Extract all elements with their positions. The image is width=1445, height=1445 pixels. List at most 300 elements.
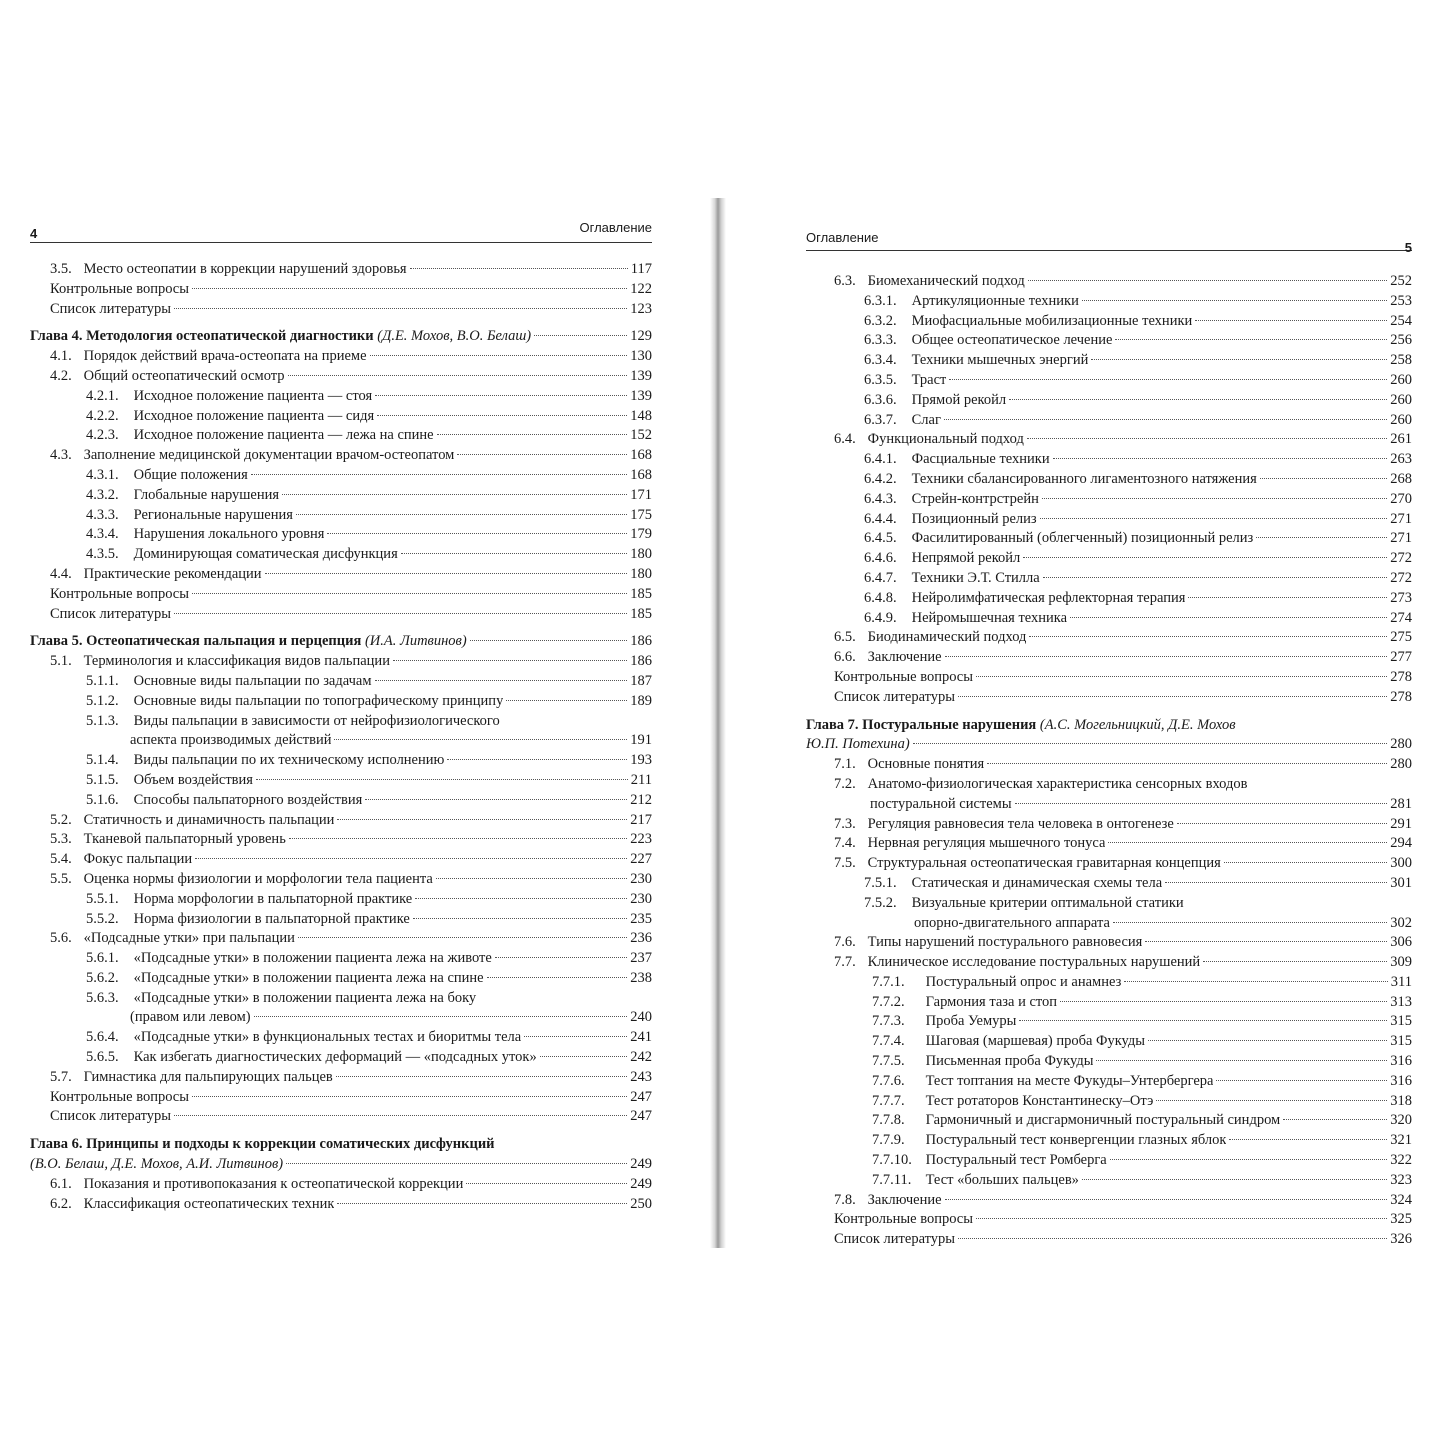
section-title: Исходное положение пациента — сидя — [133, 407, 375, 424]
dot-leader — [949, 379, 1387, 380]
toc-entry — [806, 755, 1412, 775]
page-ref: 260 — [1390, 411, 1412, 428]
section-title: Типы нарушений постурального равновесия — [867, 934, 1143, 951]
entry-title — [50, 280, 189, 300]
chapter-authors: Ю.П. Потехина) — [806, 736, 910, 753]
toc-entry — [30, 486, 652, 506]
section-number: 6.4.8. — [864, 589, 897, 606]
page-ref: 242 — [630, 1049, 652, 1066]
toc-entry — [30, 1068, 652, 1088]
entry-title — [872, 1072, 1213, 1092]
toc-entry — [806, 1210, 1412, 1230]
section-number: 7.7.7. — [872, 1092, 905, 1109]
section-title: «Подсадные утки» в функциональных тестах и биоритмы тела — [133, 1029, 522, 1046]
toc-entry — [30, 929, 652, 949]
entry-title — [864, 569, 1040, 589]
toc-entry — [806, 312, 1412, 332]
entry-title — [86, 387, 372, 407]
page-ref: 250 — [630, 1195, 652, 1212]
section-title: Регуляция равновесия тела человека в онтогенезе — [867, 815, 1174, 832]
section-number: 7.1. — [834, 756, 856, 773]
section-title: постуральной системы — [870, 795, 1012, 812]
section-title: Исходное положение пациента — лежа на спине — [133, 427, 434, 444]
section-title: Визуальные критерии оптимальной статики — [911, 894, 1184, 911]
page-ref: 322 — [1390, 1152, 1412, 1169]
dot-leader — [410, 268, 628, 269]
section-title: Порядок действий врача-остеопата на приеме — [83, 348, 367, 365]
section-title: Исходное положение пациента — стоя — [133, 387, 373, 404]
entry-title — [86, 949, 492, 969]
section-title: Нейролимфатическая рефлекторная терапия — [911, 589, 1186, 606]
dot-leader — [457, 454, 627, 455]
page-ref: 240 — [630, 1009, 652, 1026]
toc-entry — [806, 993, 1412, 1013]
page-ref: 252 — [1390, 273, 1412, 289]
toc-entry — [30, 446, 652, 466]
entry-title — [50, 870, 433, 890]
page-ref: 123 — [630, 300, 652, 317]
dot-leader — [1040, 518, 1388, 519]
dot-leader — [1029, 636, 1387, 637]
entry-title — [50, 565, 262, 585]
toc-entry — [30, 731, 652, 751]
dot-leader — [958, 696, 1387, 697]
section-number: 5.6.5. — [86, 1049, 119, 1066]
entry-title — [872, 1171, 1079, 1191]
page-ref: 237 — [630, 950, 652, 967]
toc-entry — [806, 1072, 1412, 1092]
entry-title — [834, 775, 1412, 795]
entry-title — [86, 525, 324, 545]
section-title: Терминология и классификация видов пальпации — [83, 653, 390, 670]
section-title: Контрольные вопросы — [834, 668, 973, 685]
page-ref: 227 — [630, 851, 652, 868]
section-number: 6.1. — [50, 1175, 72, 1192]
section-number: 7.7. — [834, 954, 856, 971]
page-ref: 274 — [1390, 609, 1412, 626]
section-title: Гимнастика для пальпирующих пальцев — [83, 1068, 333, 1085]
entry-title — [872, 1052, 1093, 1072]
section-number: 5.7. — [50, 1068, 72, 1085]
dot-leader — [1027, 438, 1387, 439]
section-title: Заключение — [867, 649, 942, 666]
section-title: «Подсадные утки» в положении пациента лежа на боку — [133, 989, 477, 1006]
section-title: «Подсадные утки» в положении пациента лежа на спине — [133, 969, 484, 986]
toc-entry — [30, 1048, 652, 1068]
entry-title — [86, 407, 374, 427]
section-number: 4.3.4. — [86, 526, 119, 543]
toc-entry — [30, 652, 652, 672]
toc-entry — [30, 870, 652, 890]
section-title: Постуральный тест Ромберга — [925, 1152, 1107, 1169]
page-ref: 186 — [630, 633, 652, 650]
dot-leader — [1070, 617, 1387, 618]
toc-entry — [30, 1028, 652, 1048]
dot-leader — [1043, 577, 1388, 578]
toc-entry — [30, 949, 652, 969]
dot-leader — [534, 335, 627, 336]
toc-entry — [806, 795, 1412, 815]
dot-leader — [1216, 1080, 1387, 1081]
entry-title — [50, 585, 189, 605]
page-ref: 171 — [630, 486, 652, 503]
section-title: Показания и противопоказания к остеопатической коррекции — [83, 1175, 464, 1192]
dot-leader — [375, 395, 627, 396]
section-title: Основные виды пальпации по топографическому принципу — [133, 692, 504, 709]
toc-entry — [806, 1230, 1412, 1250]
section-number: 6.4.7. — [864, 569, 897, 586]
dot-leader — [976, 1218, 1387, 1219]
dot-leader — [370, 355, 628, 356]
entry-title — [834, 815, 1174, 835]
toc-entry — [30, 426, 652, 446]
page-ref: 278 — [1390, 688, 1412, 705]
page-ref: 294 — [1390, 835, 1412, 852]
entry-title — [86, 791, 362, 811]
dot-leader — [1028, 280, 1388, 281]
chapter-title: Глава 7. Постуральные нарушения — [806, 716, 1037, 733]
toc-entry — [30, 1107, 652, 1127]
toc-entry — [30, 545, 652, 565]
toc-entry — [806, 1151, 1412, 1171]
section-title: Тест топтания на месте Фукуды–Унтербергера — [925, 1072, 1214, 1089]
dot-leader — [437, 434, 628, 435]
section-title: Гармония таза и стоп — [925, 993, 1058, 1010]
section-title: Тканевой пальпаторный уровень — [83, 831, 286, 848]
dot-leader — [987, 763, 1387, 764]
toc-entry — [806, 815, 1412, 835]
chapter-authors: (Д.Е. Мохов, В.О. Белаш) — [377, 328, 532, 345]
section-title: Контрольные вопросы — [50, 585, 189, 602]
page-ref: 187 — [630, 672, 652, 689]
section-number: 5.3. — [50, 831, 72, 848]
toc-entry — [30, 300, 652, 320]
entry-title — [872, 1012, 1016, 1032]
section-title: Список литературы — [50, 300, 172, 317]
dot-leader — [298, 937, 627, 938]
entry-title — [864, 351, 1088, 371]
page-ref: 260 — [1390, 391, 1412, 408]
section-title: Нарушения локального уровня — [133, 526, 325, 543]
toc-entry — [806, 933, 1412, 953]
dot-leader — [282, 494, 627, 495]
toc-entry — [30, 367, 652, 387]
page-ref: 325 — [1390, 1211, 1412, 1228]
dot-leader — [336, 1076, 627, 1077]
page-ref: 189 — [630, 692, 652, 709]
entry-title — [50, 367, 285, 387]
section-title: Траст — [911, 371, 947, 388]
section-number: 5.1.3. — [86, 712, 119, 729]
section-title: Проба Уемуры — [925, 1013, 1017, 1030]
toc-entry — [806, 775, 1412, 795]
section-number: 6.4.4. — [864, 510, 897, 527]
section-number: 4.3. — [50, 447, 72, 464]
entry-title — [864, 894, 1412, 914]
dot-leader — [265, 573, 628, 574]
page-ref: 261 — [1390, 431, 1412, 448]
section-number: 7.7.8. — [872, 1112, 905, 1129]
entry-title — [50, 300, 171, 320]
section-number: 4.2.3. — [86, 427, 119, 444]
page-ref: 321 — [1390, 1132, 1412, 1149]
entry-title — [86, 692, 503, 712]
section-title: Способы пальпаторного воздействия — [133, 791, 363, 808]
chapter-entry — [30, 1155, 652, 1175]
section-number: 4.2. — [50, 367, 72, 384]
page-ref: 315 — [1390, 1013, 1412, 1030]
section-title: Глобальные нарушения — [133, 486, 280, 503]
section-title: Оценка нормы физиологии и морфологии тела пациента — [83, 870, 433, 887]
dot-leader — [337, 1203, 627, 1204]
entry-title — [834, 628, 1026, 648]
dot-leader — [470, 640, 628, 641]
entry-title — [872, 1111, 1280, 1131]
entry-title — [86, 989, 652, 1009]
page-ref: 247 — [630, 1088, 652, 1105]
page-ref: 253 — [1390, 292, 1412, 309]
page-ref: 300 — [1390, 855, 1412, 872]
page-ref: 186 — [630, 653, 652, 670]
dot-leader — [334, 739, 627, 740]
page-ref: 258 — [1390, 352, 1412, 369]
dot-leader — [377, 415, 627, 416]
page-ref: 249 — [630, 1156, 652, 1173]
entry-title — [50, 605, 171, 625]
page-ref: 324 — [1390, 1191, 1412, 1208]
section-number: 4.2.2. — [86, 407, 119, 424]
page-ref: 277 — [1390, 649, 1412, 666]
entry-title — [834, 272, 1025, 292]
entry-title — [864, 510, 1037, 530]
page-ref: 316 — [1390, 1072, 1412, 1089]
section-title: Норма морфологии в пальпаторной практике — [133, 890, 413, 907]
entry-title — [872, 973, 1121, 993]
page-ref: 235 — [630, 910, 652, 927]
section-number: 7.8. — [834, 1191, 856, 1208]
running-title: Оглавление — [806, 230, 879, 245]
entry-title — [86, 712, 652, 732]
toc-entry — [806, 874, 1412, 894]
section-title: Гармоничный и дисгармоничный постуральный синдром — [925, 1112, 1281, 1129]
toc-entry — [806, 1131, 1412, 1151]
section-number: 3.5. — [50, 261, 72, 277]
section-title: Структуральная остеопатическая гравитарная концепция — [867, 855, 1221, 872]
toc-entry — [30, 506, 652, 526]
entry-title — [864, 490, 1039, 510]
section-title: Позиционный релиз — [911, 510, 1037, 527]
toc-entry — [30, 1175, 652, 1195]
page-ref: 323 — [1390, 1171, 1412, 1188]
entry-title — [834, 933, 1142, 953]
section-number: 4.2.1. — [86, 387, 119, 404]
chapter-title: Глава 5. Остеопатическая пальпация и перцепция — [30, 633, 362, 650]
toc-entry — [806, 470, 1412, 490]
toc-entry — [806, 569, 1412, 589]
entry-title — [86, 466, 248, 486]
toc-list — [806, 272, 1412, 1250]
dot-leader — [976, 676, 1387, 677]
section-title: опорно-двигательного аппарата — [914, 914, 1110, 931]
page-ref: 122 — [630, 280, 652, 297]
toc-entry — [806, 609, 1412, 629]
entry-title — [86, 1048, 537, 1068]
page-ref: 316 — [1390, 1053, 1412, 1070]
toc-entry — [806, 510, 1412, 530]
page-ref: 268 — [1390, 470, 1412, 487]
section-title: Основные виды пальпации по задачам — [133, 672, 372, 689]
page-ref: 139 — [630, 367, 652, 384]
entry-title — [86, 506, 293, 526]
entry-title — [834, 834, 1105, 854]
page-ref: 129 — [630, 328, 652, 345]
toc-entry — [806, 351, 1412, 371]
section-title: Список литературы — [834, 1231, 956, 1248]
section-title: Виды пальпации по их техническому исполнению — [133, 752, 445, 769]
section-number: 7.7.3. — [872, 1013, 905, 1030]
entry-title — [86, 1028, 521, 1048]
entry-title — [50, 1068, 333, 1088]
entry-title — [864, 470, 1257, 490]
page-ref: 217 — [630, 811, 652, 828]
entry-title — [864, 529, 1253, 549]
section-number: 6.4. — [834, 431, 856, 448]
section-title: Непрямой рекойл — [911, 550, 1021, 567]
dot-leader — [913, 743, 1388, 744]
dot-leader — [365, 799, 627, 800]
toc-entry — [806, 1052, 1412, 1072]
entry-title — [806, 716, 1412, 736]
page-ref: 313 — [1390, 993, 1412, 1010]
section-number: 6.3.3. — [864, 332, 897, 349]
page-ref: 275 — [1390, 629, 1412, 646]
toc-entry — [806, 628, 1412, 648]
dot-leader — [1177, 823, 1387, 824]
toc-entry — [30, 387, 652, 407]
toc-entry — [30, 692, 652, 712]
toc-entry — [806, 490, 1412, 510]
dot-leader — [288, 375, 628, 376]
section-title: Фокус пальпации — [83, 851, 193, 868]
running-header — [806, 228, 1412, 255]
section-title: Техники Э.Т. Стилла — [911, 569, 1040, 586]
dot-leader — [1256, 537, 1387, 538]
section-number: 7.3. — [834, 815, 856, 832]
dot-leader — [415, 898, 627, 899]
dot-leader — [945, 1199, 1388, 1200]
dot-leader — [1015, 803, 1388, 804]
toc-entry — [806, 973, 1412, 993]
dot-leader — [254, 1016, 628, 1017]
section-title: Шаговая (маршевая) проба Фукуды — [925, 1033, 1146, 1050]
section-title: Общее остеопатическое лечение — [911, 332, 1113, 349]
dot-leader — [1009, 399, 1387, 400]
dot-leader — [1113, 922, 1387, 923]
section-number: 6.3. — [834, 273, 856, 289]
section-number: 6.4.6. — [864, 550, 897, 567]
section-number: 5.1.1. — [86, 672, 119, 689]
section-title: «Подсадные утки» в положении пациента лежа на животе — [133, 950, 492, 967]
toc-entry — [806, 589, 1412, 609]
dot-leader — [945, 656, 1388, 657]
toc-entry — [30, 751, 652, 771]
section-title: Основные понятия — [867, 756, 985, 773]
entry-title — [50, 652, 390, 672]
dot-leader — [1148, 1040, 1387, 1041]
dot-leader — [1283, 1119, 1387, 1120]
toc-entry — [30, 585, 652, 605]
entry-title — [30, 327, 531, 347]
page-ref: 179 — [630, 526, 652, 543]
page-ref: 254 — [1390, 312, 1412, 329]
toc-entry — [30, 260, 652, 280]
toc-entry — [30, 280, 652, 300]
section-number: 7.2. — [834, 775, 856, 792]
dot-leader — [466, 1183, 627, 1184]
dot-leader — [174, 613, 627, 614]
page-ref: 272 — [1390, 569, 1412, 586]
entry-title — [86, 426, 434, 446]
chapter-title: Глава 6. Принципы и подходы к коррекции соматических дисфункций — [30, 1136, 495, 1153]
section-title: Место остеопатии в коррекции нарушений здоровья — [83, 261, 407, 277]
entry-title — [50, 446, 454, 466]
section-number: 5.4. — [50, 851, 72, 868]
entry-title — [30, 1155, 283, 1175]
page-ref: 117 — [630, 261, 652, 277]
page-ref: 243 — [630, 1068, 652, 1085]
dot-leader — [1096, 1060, 1387, 1061]
section-number: 6.6. — [834, 649, 856, 666]
toc-entry — [30, 605, 652, 625]
running-title: Оглавление — [579, 220, 652, 235]
section-number: 5.6.4. — [86, 1029, 119, 1046]
page-number: 4 — [30, 226, 38, 241]
section-number: 4.3.3. — [86, 506, 119, 523]
entry-title — [872, 1151, 1107, 1171]
chapter-authors: (И.А. Литвинов) — [364, 633, 467, 650]
toc-entry — [806, 953, 1412, 973]
section-number: 6.4.2. — [864, 470, 897, 487]
entry-title — [50, 811, 334, 831]
section-number: 7.7.5. — [872, 1053, 905, 1070]
dot-leader — [337, 819, 627, 820]
entry-title — [86, 545, 398, 565]
dot-leader — [540, 1056, 628, 1057]
section-title: Фасциальные техники — [911, 451, 1050, 468]
section-title: Техники сбалансированного лигаментозного натяжения — [911, 470, 1257, 487]
entry-title — [864, 331, 1112, 351]
dot-leader — [1145, 941, 1387, 942]
toc-entry — [30, 712, 652, 732]
toc-entry — [30, 1008, 652, 1028]
entry-title — [834, 755, 984, 775]
section-number: 7.7.6. — [872, 1072, 905, 1089]
toc-list — [30, 260, 652, 1214]
entry-title — [864, 450, 1050, 470]
section-title: Миофасциальные мобилизационные техники — [911, 312, 1193, 329]
toc-entry — [806, 331, 1412, 351]
entry-title — [834, 430, 1024, 450]
page-ref: 263 — [1390, 451, 1412, 468]
entry-title — [864, 411, 941, 431]
page-ref: 247 — [630, 1108, 652, 1125]
page-ref: 148 — [630, 407, 652, 424]
section-title: Фасилитированный (облегченный) позиционный релиз — [911, 530, 1254, 547]
section-number: 5.2. — [50, 811, 72, 828]
entry-title — [864, 292, 1079, 312]
entry-title — [834, 953, 1200, 973]
section-number: 5.1.6. — [86, 791, 119, 808]
